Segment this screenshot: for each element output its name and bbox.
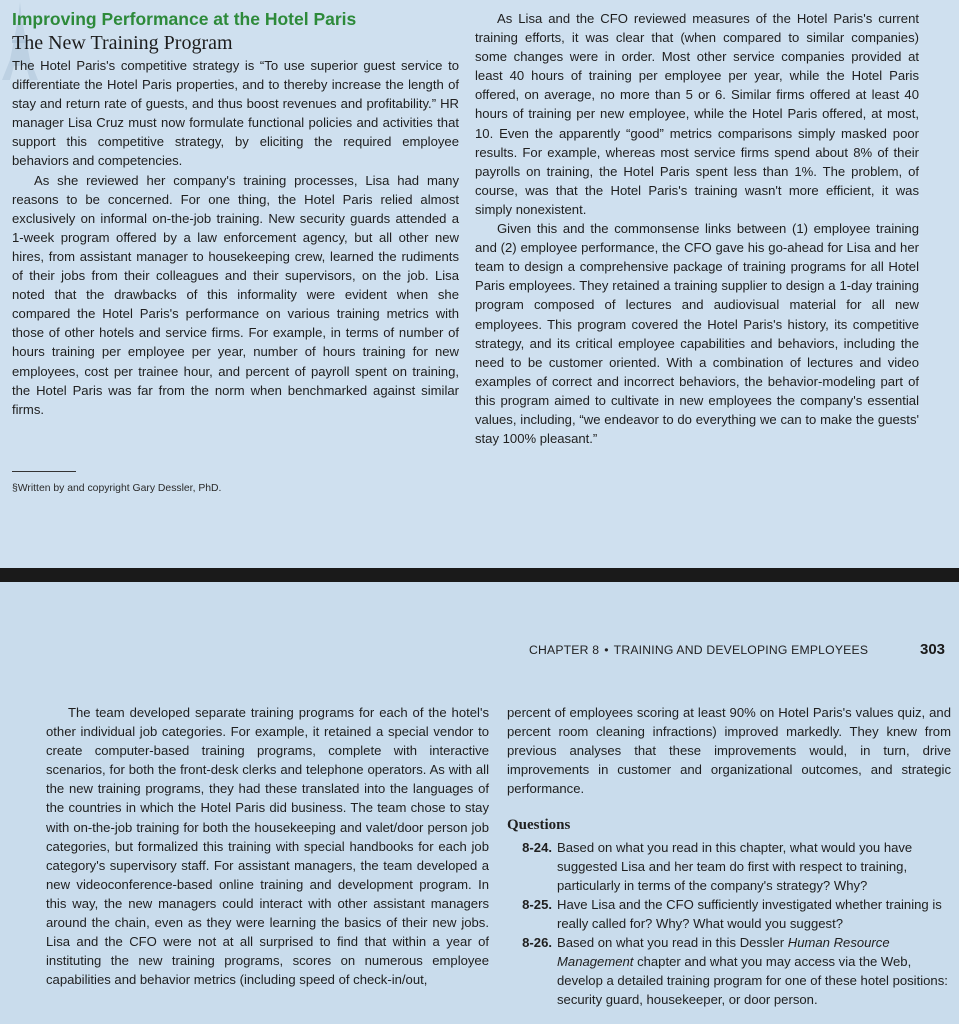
paragraph: As Lisa and the CFO reviewed measures of the Hotel Paris's current training efforts, it was clear that (when compared to similar companies) some changes were in order. Most other service companies provided at least 40 hours of training per employee per year, while the Hotel Paris offered, on average, no more than 5 or 6. Similar firms offered at least 40 hours of training per new employee, while the Hotel Paris offered, at most, 10. Even the apparently “good” metrics comparisons simply masked poor results. For example, whereas most service firms spend about 8% of their payrolls on training, the Hotel Paris spent less than 1%. The problem, of course, was that the Hotel Paris's training wasn't more efficient, it was simply nonexistent.	[475, 11, 919, 217]
lower-left-column	[46, 703, 489, 989]
page-number: 303	[920, 641, 946, 658]
paragraph: The Hotel Paris's competitive strategy is “To use superior guest service to differentiate the Hotel Paris properties, and to thereby increase the length of stay and return rate of guests, and thus boost revenues and profitability.” HR manager Lisa Cruz must now formulate functional policies and activities that support this competitive strategy, by eliciting the required employee behaviors and competencies.	[12, 58, 459, 169]
paragraph: percent of employees scoring at least 90% on Hotel Paris's values quiz, and percent room cleaning infractions) improved markedly. They knew from previous analyses that these improvements would, in turn, drive improvements in customer and organizational outcomes, and strategic performance.	[507, 705, 951, 797]
upper-right-column	[475, 9, 919, 448]
bullet-icon: •	[604, 643, 609, 657]
question-text-part: Based on what you read in this Dessler	[557, 935, 788, 951]
footnote-divider	[12, 471, 76, 472]
question-text-part: chapter and what you may access via the Web, develop a detailed training program for one of these hotel positions: security guard, housekeeper, or door person.	[557, 954, 948, 1008]
upper-left-column	[12, 8, 459, 419]
footnote: §Written by and copyright Gary Dessler, PhD.	[12, 483, 222, 494]
paragraph: Given this and the commonsense links between (1) employee training and (2) employee performance, the CFO gave his go-ahead for Lisa and her team to design a comprehensive package of training programs for all Hotel Paris employees. They retained a training supplier to design a 1-day training program composed of lectures and audiovisual material for all new employees. This program covered the Hotel Paris's history, its competitive strategy, and its critical employee capabilities and behaviors, including the need to be customer oriented. With a combination of lectures and video examples of correct and incorrect behaviors, the behavior-modeling part of this program aimed to cultivate in new employees the company's essential values, including, “we endeavor to do everything we can to make the guests' stay 100% pleasant.”	[475, 221, 919, 447]
question-text: Based on what you read in this chapter, what would you have suggested Lisa and her team do first with respect to training, particularly in terms of the company's strategy? Why?	[557, 839, 913, 893]
question-item	[507, 895, 951, 933]
running-head	[529, 643, 868, 657]
book-title: Human Resource Management	[557, 935, 890, 970]
chapter-label: CHAPTER 8	[529, 643, 600, 657]
question-item	[507, 933, 951, 1009]
question-number: 8-26.	[522, 935, 552, 951]
paragraph: The team developed separate training programs for each of the hotel's other individual job categories. For example, it retained a special vendor to create computer-based training programs, complete with interactive scenarios, for both the front-desk clerks and telephone operators. As with all the new training programs, they had these translated into the languages of the countries in which the Hotel Paris did business. The team chose to stay with on-the-job training for both the housekeeping and valet/door person job categories, but formalized this training with special handbooks for each job category's supervisory staff. For assistant managers, the team developed a new videoconference-based online training and development program. In this way, the new managers could interact with other assistant managers around the chain, even as they were learning the basics of their new jobs. Lisa and the CFO were not at all surprised to find that within a year of instituting the new training programs, scores on numerous employee capabilities and behavior metrics (including speed of check-in/out,	[46, 705, 489, 988]
page-separator	[0, 568, 959, 582]
case-title: Improving Performance at the Hotel Paris	[12, 9, 357, 29]
question-number: 8-24.	[522, 839, 552, 855]
question-text: Have Lisa and the CFO sufficiently investigated whether training is really called for? Why? What would you suggest?	[557, 896, 942, 931]
case-subtitle: The New Training Program	[12, 32, 233, 54]
question-text	[557, 933, 951, 1009]
question-item	[507, 838, 951, 895]
lower-right-column	[507, 703, 951, 1009]
paragraph: As she reviewed her company's training processes, Lisa had many reasons to be concerned. For one thing, the Hotel Paris relied almost exclusively on informal on-the-job training. New security guards attended a 1-week program offered by a law enforcement agency, but all other new hires, from assistant manager to housekeeping crew, learned the rudiments of their jobs from their colleagues and their supervisors, on the job. Lisa noted that the drawbacks of this informality were evident when she compared the Hotel Paris's performance on various training metrics with those of other hotels and service firms. For example, in terms of number of hours training per employee per year, number of hours training for new employees, cost per trainee hour, and percent of payroll spent on training, the Hotel Paris was far from the norm when benchmarked against similar firms.	[12, 172, 459, 417]
section-label: TRAINING AND DEVELOPING EMPLOYEES	[613, 643, 869, 657]
questions-heading: Questions	[507, 817, 571, 834]
question-number: 8-25.	[522, 896, 552, 912]
